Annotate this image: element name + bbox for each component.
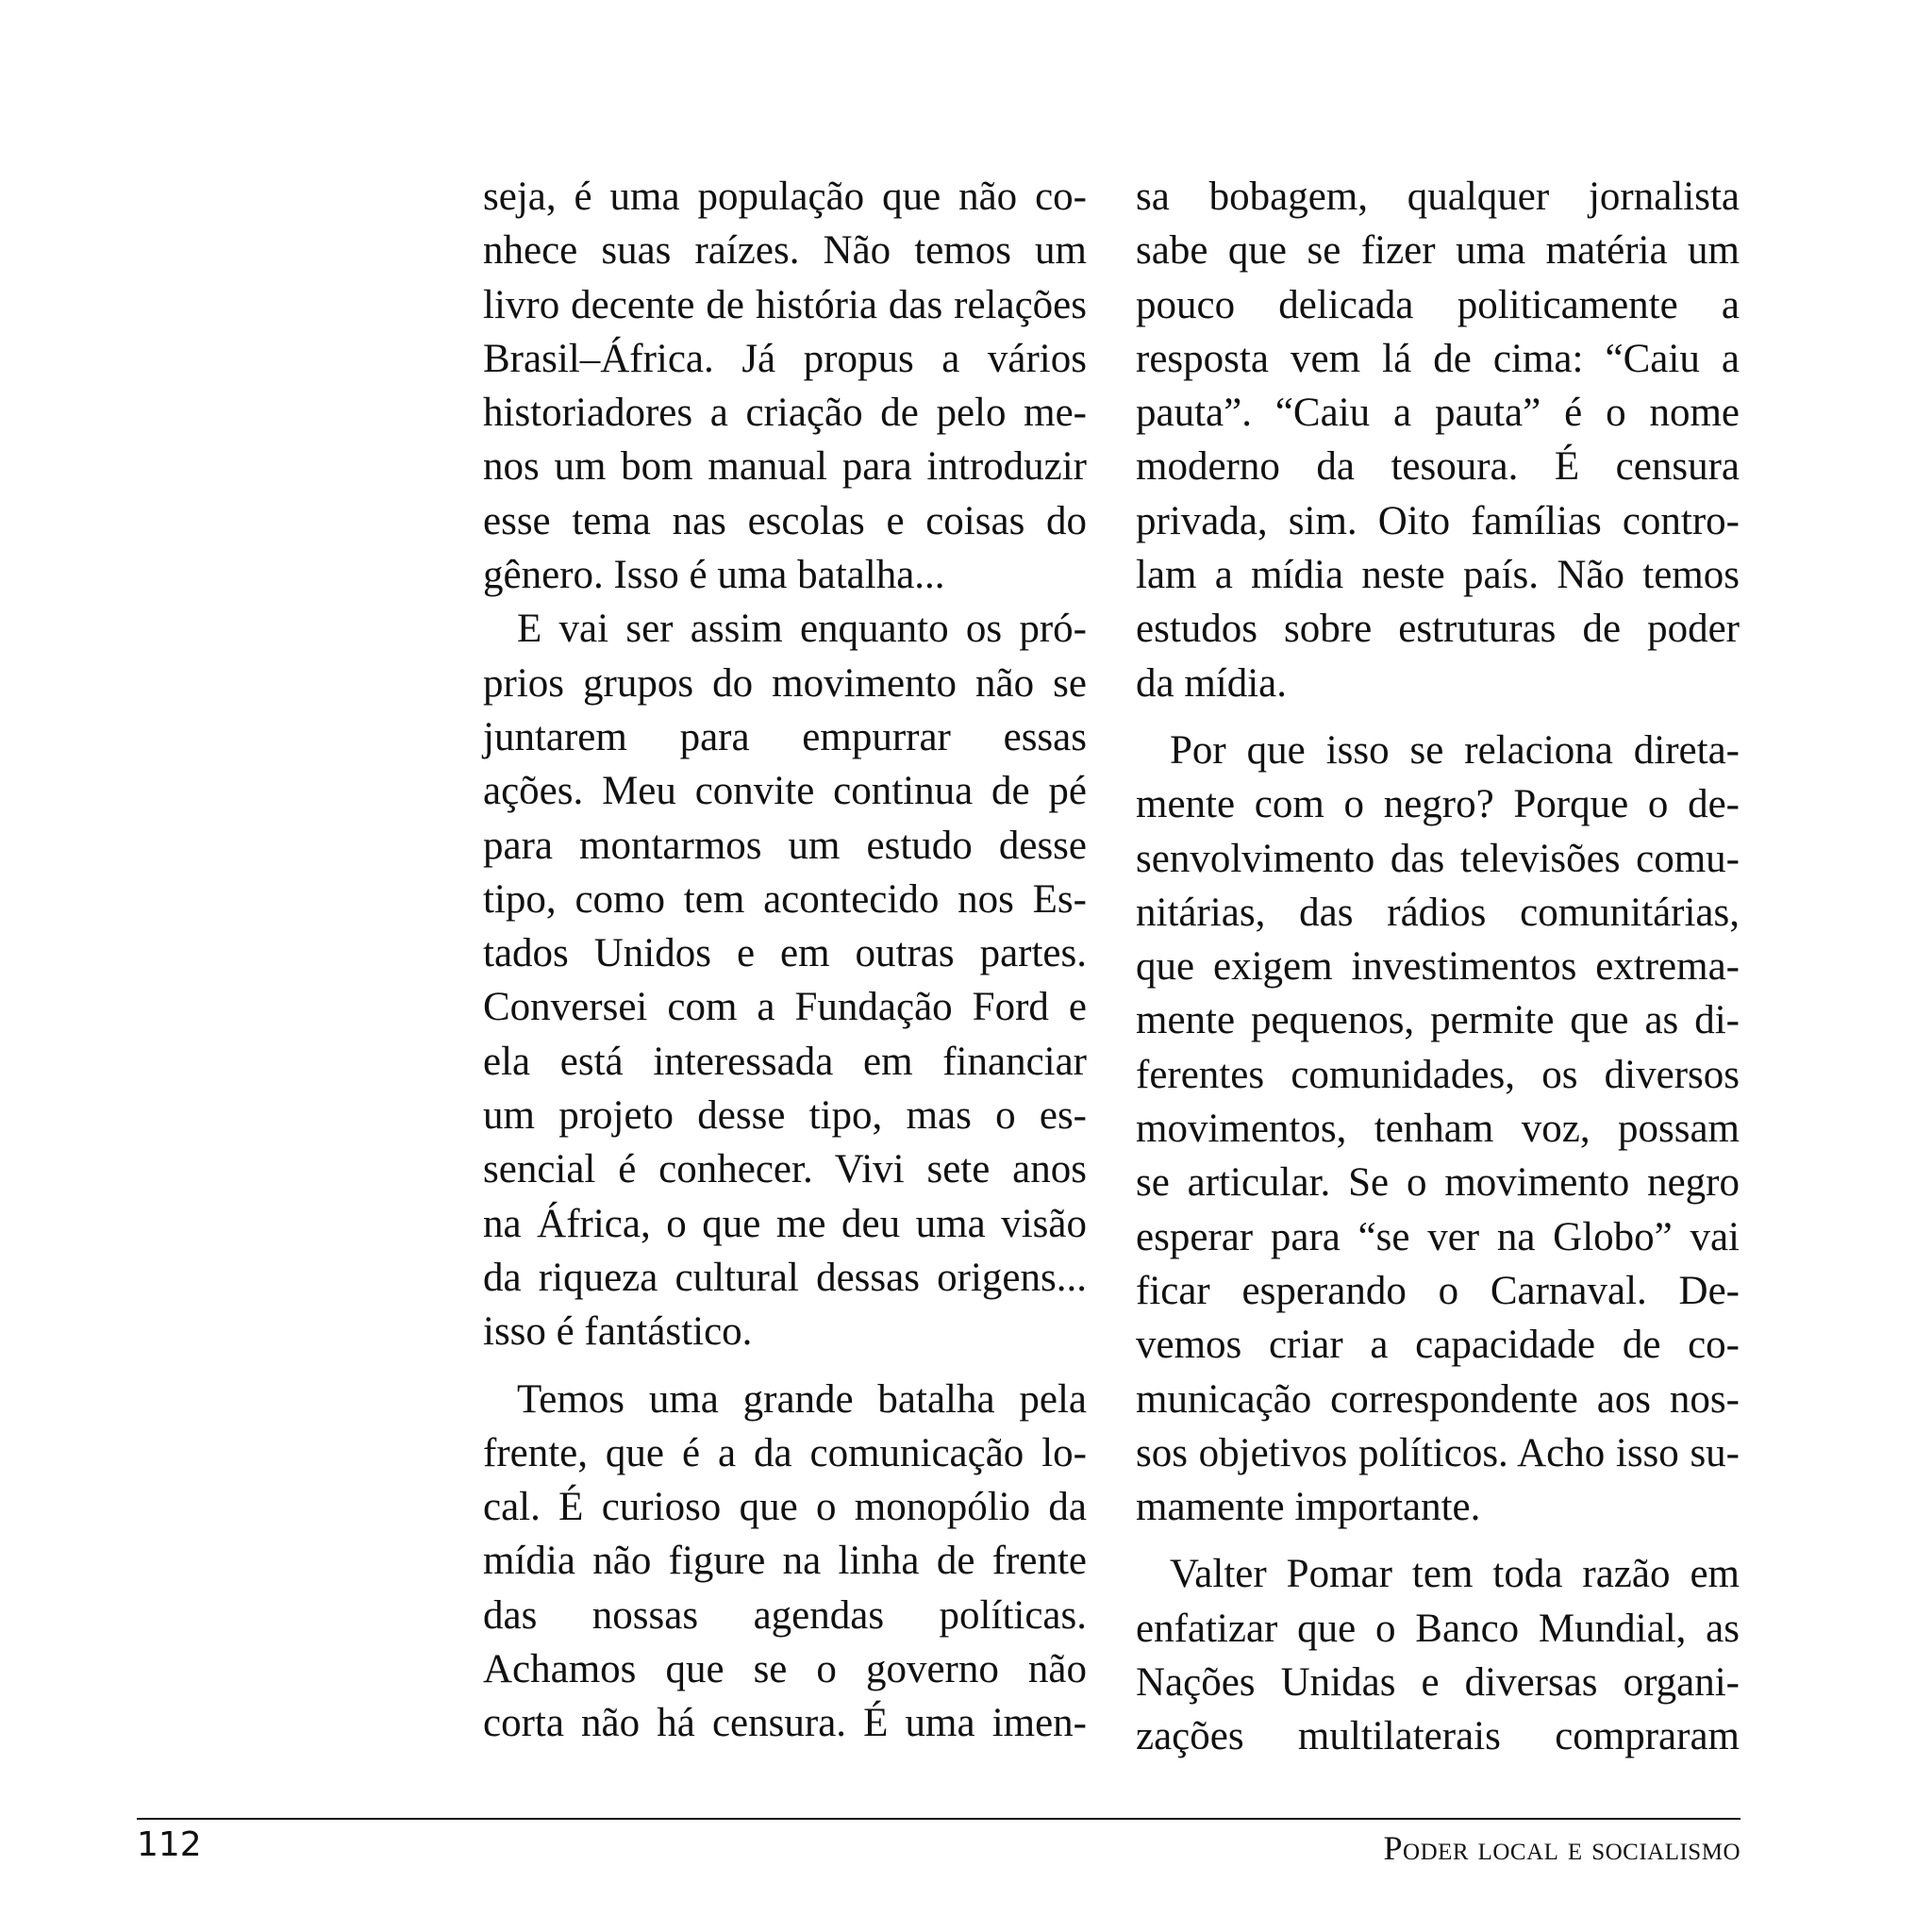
text-line: Achamos que se o governo não [483, 1647, 1087, 1692]
text-line: vemos criar a capacidade de co- [1136, 1323, 1740, 1368]
text-line: estudos sobre estruturas de poder [1136, 607, 1740, 652]
text-line: se articular. Se o movimento negro [1136, 1160, 1740, 1206]
text-line: nhece suas raízes. Não temos um [483, 228, 1087, 274]
text-line: seja, é uma população que não co- [483, 175, 1087, 219]
text-line: sencial é conhecer. Vivi sete anos [483, 1147, 1087, 1192]
text-line: cal. É curioso que o monopólio da [483, 1485, 1087, 1530]
text-line: da mídia. [1136, 660, 1288, 706]
text-line: pouco delicada politicamente a [1136, 282, 1740, 327]
text-line: zações multilaterais compraram [1136, 1714, 1740, 1759]
text-line: nos um bom manual para introduzir [483, 444, 1087, 490]
text-line: juntarem para empurrar essas [483, 714, 1087, 759]
text-line: sa bobagem, qualquer jornalista [1136, 175, 1740, 219]
text-line: um projeto desse tipo, mas o es- [483, 1093, 1087, 1139]
text-line: moderno da tesoura. É censura [1136, 444, 1740, 490]
paragraph-start-line: Valter Pomar tem toda razão em [1170, 1552, 1740, 1597]
text-line: livro decente de história das relações [483, 282, 1087, 327]
text-line: frente, que é a da comunicação lo- [483, 1430, 1087, 1475]
text-line: isso é fantástico. [483, 1309, 753, 1355]
right-text-column [1136, 170, 1740, 1764]
left-text-column [483, 170, 1087, 1751]
text-line: que exigem investimentos extrema- [1136, 944, 1740, 990]
text-line: prios grupos do movimento não se [483, 660, 1087, 706]
text-line: mamente importante. [1136, 1485, 1481, 1530]
text-line: gênero. Isso é uma batalha... [483, 553, 945, 598]
text-line: pauta”. “Caiu a pauta” é o nome [1136, 391, 1740, 436]
text-line: ferentes comunidades, os diversos [1136, 1052, 1740, 1097]
text-line: sos objetivos políticos. Acho isso su- [1136, 1430, 1740, 1475]
text-line: resposta vem lá de cima: “Caiu a [1136, 336, 1740, 381]
text-line: corta não há censura. É uma imen- [483, 1701, 1087, 1746]
text-line: nitárias, das rádios comunitárias, [1136, 890, 1740, 935]
text-line: Conversei com a Fundação Ford e [483, 985, 1087, 1030]
text-line: para montarmos um estudo desse [483, 823, 1087, 868]
paragraph-start-line: Temos uma grande batalha pela [517, 1376, 1087, 1422]
text-line: lam a mídia neste país. Não temos [1136, 553, 1740, 598]
text-line: ações. Meu convite continua de pé [483, 769, 1087, 814]
paragraph-start-line: E vai ser assim enquanto os pró- [517, 607, 1087, 652]
text-line: ela está interessada em financiar [483, 1039, 1087, 1084]
text-line: esperar para “se ver na Globo” vai [1136, 1214, 1740, 1259]
text-line: sabe que se fizer uma matéria um [1136, 228, 1740, 274]
text-line: movimentos, tenham voz, possam [1136, 1107, 1740, 1152]
text-line: ficar esperando o Carnaval. De- [1136, 1268, 1740, 1313]
text-line: mente pequenos, permite que as di- [1136, 998, 1740, 1043]
text-line: tipo, como tem acontecido nos Es- [483, 876, 1087, 922]
text-line: tados Unidos e em outras partes. [483, 931, 1087, 976]
page-number: 112 [137, 1825, 202, 1864]
text-line: historiadores a criação de pelo me- [483, 391, 1087, 436]
text-line: mídia não figure na linha de frente [483, 1539, 1087, 1584]
text-line: esse tema nas escolas e coisas do [483, 498, 1087, 543]
text-line: das nossas agendas políticas. [483, 1592, 1087, 1638]
text-line: enfatizar que o Banco Mundial, as [1136, 1606, 1740, 1651]
paragraph-start-line: Por que isso se relaciona direta- [1170, 727, 1740, 773]
text-line: senvolvimento das televisões comu- [1136, 836, 1740, 881]
text-line: Nações Unidas e diversas organi- [1136, 1660, 1740, 1706]
text-line: da riqueza cultural dessas origens... [483, 1255, 1087, 1300]
text-line: na África, o que me deu uma visão [483, 1201, 1087, 1246]
text-line: mente com o negro? Porque o de- [1136, 782, 1740, 827]
footer-divider [137, 1818, 1740, 1820]
text-line: municação correspondente aos nos- [1136, 1376, 1740, 1422]
text-line: Brasil–África. Já propus a vários [483, 336, 1087, 381]
running-title: Poder local e socialismo [1383, 1829, 1740, 1867]
text-line: privada, sim. Oito famílias contro- [1136, 498, 1740, 543]
